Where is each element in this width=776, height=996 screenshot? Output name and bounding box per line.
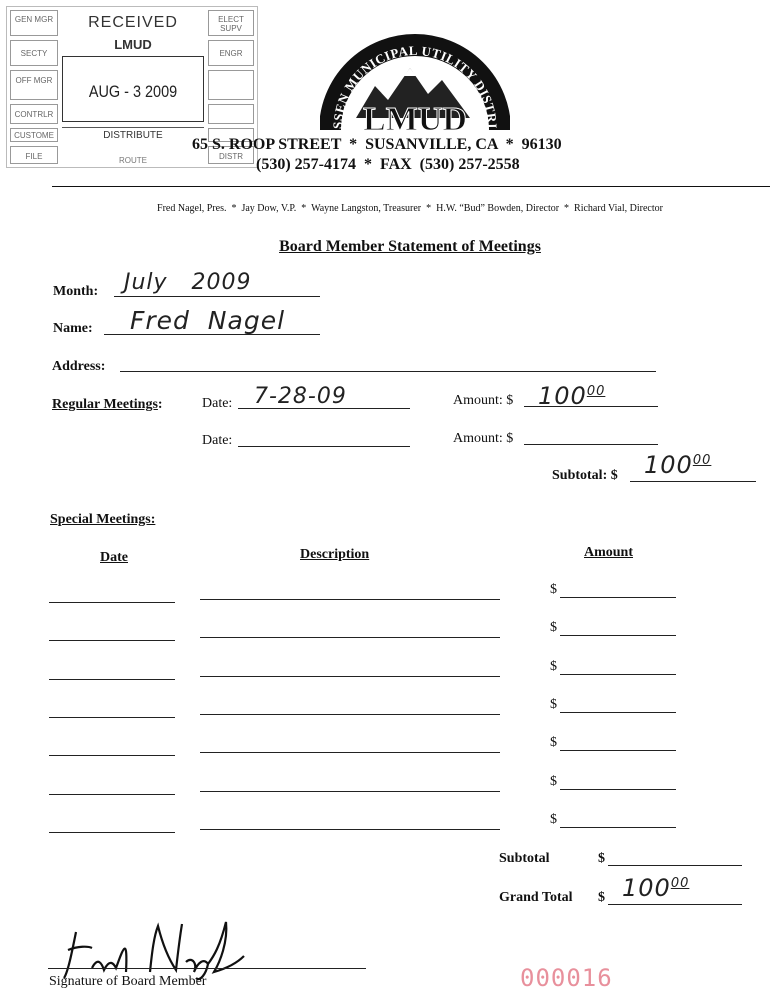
col-header-description: Description — [300, 547, 370, 562]
officers-line: Fred Nagel, Pres. * Jay Dow, V.P. * Wayne Langston, Treasurer * H.W. “Bud” Bowden, Director * Richard Vial, Director — [157, 203, 663, 214]
grand-total-line — [608, 904, 742, 905]
special-amount-line — [560, 789, 676, 790]
regular-amount-line-1 — [524, 406, 658, 407]
month-label: Month: — [53, 284, 99, 299]
phone-line: (530) 257-4174 * FAX (530) 257-2558 — [256, 156, 520, 173]
regular-amount-line-2 — [524, 444, 658, 445]
special-date-line — [49, 794, 175, 795]
address-field-line — [120, 371, 656, 372]
special-amount-line — [560, 827, 676, 828]
special-description-line — [200, 676, 500, 677]
serial-number: 000016 — [520, 964, 613, 992]
logo-letters: LMUD — [363, 101, 467, 138]
stamp-cell: OFF MGR — [10, 70, 58, 100]
logo-arc-text: SSEN MUNICIPAL UTILITY DISTRI — [329, 42, 501, 130]
special-dollar-sign: $ — [550, 774, 557, 789]
regular-subtotal-line — [630, 481, 756, 482]
stamp-cell: ENGR — [208, 40, 254, 66]
signature-label: Signature of Board Member — [49, 974, 207, 989]
special-description-line — [200, 829, 500, 830]
address-line: 65 S. ROOP STREET * SUSANVILLE, CA * 96130 — [192, 136, 562, 153]
regular-date-label-2: Date: — [202, 433, 233, 448]
regular-date-label-1: Date: — [202, 396, 233, 411]
special-amount-line — [560, 750, 676, 751]
board-member-signature — [58, 912, 258, 982]
special-subtotal-label: Subtotal — [499, 851, 550, 866]
stamp-org: LMUD — [114, 37, 152, 52]
stamp-route: ROUTE — [119, 156, 147, 165]
special-description-line — [200, 637, 500, 638]
regular-subtotal-label: Subtotal: $ — [552, 468, 618, 483]
special-amount-line — [560, 635, 676, 636]
month-value: July 2009 — [124, 270, 252, 295]
stamp-cell — [208, 104, 254, 124]
special-dollar-sign: $ — [550, 697, 557, 712]
special-date-line — [49, 755, 175, 756]
stamp-date: AUG - 3 2009 — [88, 82, 178, 101]
regular-date-line-1 — [238, 408, 410, 409]
special-amount-line — [560, 597, 676, 598]
stamp-cell: ELECT SUPV — [208, 10, 254, 36]
special-dollar-sign: $ — [550, 620, 557, 635]
special-subtotal-line — [608, 865, 742, 866]
special-amount-line — [560, 674, 676, 675]
regular-date-value-1: 7-28-09 — [254, 384, 347, 409]
stamp-cell — [208, 70, 254, 100]
name-line — [104, 334, 320, 335]
name-label: Name: — [53, 321, 93, 336]
form-title: Board Member Statement of Meetings — [279, 238, 541, 255]
stamp-cell: SECTY — [10, 40, 58, 66]
special-date-line — [49, 832, 175, 833]
stamp-cell: FILE — [10, 146, 58, 164]
grand-total-dollar: $ — [598, 890, 605, 905]
regular-amount-label-2: Amount: $ — [453, 431, 514, 446]
special-dollar-sign: $ — [550, 735, 557, 750]
stamp-cell: CONTRLR — [10, 104, 58, 124]
special-date-line — [49, 679, 175, 680]
special-date-line — [49, 717, 175, 718]
lmud-logo — [320, 28, 510, 138]
special-description-line — [200, 752, 500, 753]
col-header-amount: Amount — [584, 545, 634, 560]
stamp-distribute: DISTRIBUTE — [62, 127, 204, 141]
grand-total-value: $100^{00}$ — [622, 874, 690, 902]
special-description-line — [200, 599, 500, 600]
regular-subtotal-value: $100^{00}$ — [644, 451, 712, 479]
regular-amount-value-1: $100^{00}$ — [538, 382, 606, 410]
regular-amount-label-1: Amount: $ — [453, 393, 514, 408]
month-line — [114, 296, 320, 297]
special-date-line — [49, 602, 175, 603]
special-date-line — [49, 640, 175, 641]
special-description-line — [200, 791, 500, 792]
special-subtotal-dollar: $ — [598, 851, 605, 866]
regular-date-line-2 — [238, 446, 410, 447]
stamp-received: RECEIVED — [88, 14, 178, 31]
name-value: Fred Nagel — [130, 306, 286, 335]
signature-line — [48, 968, 366, 969]
special-dollar-sign: $ — [550, 582, 557, 597]
col-header-date: Date — [100, 550, 128, 565]
stamp-cell: DISTR — [208, 146, 254, 164]
regular-meetings-label: Regular Meetings: — [52, 397, 163, 412]
grand-total-label: Grand Total — [499, 890, 573, 905]
special-dollar-sign: $ — [550, 659, 557, 674]
stamp-cell: CUSTOME — [10, 128, 58, 142]
special-amount-line — [560, 712, 676, 713]
special-description-line — [200, 714, 500, 715]
special-dollar-sign: $ — [550, 812, 557, 827]
special-meetings-label: Special Meetings: — [50, 512, 156, 527]
header-rule — [52, 186, 770, 187]
address-label: Address: — [52, 359, 106, 374]
stamp-cell: GEN MGR — [10, 10, 58, 36]
